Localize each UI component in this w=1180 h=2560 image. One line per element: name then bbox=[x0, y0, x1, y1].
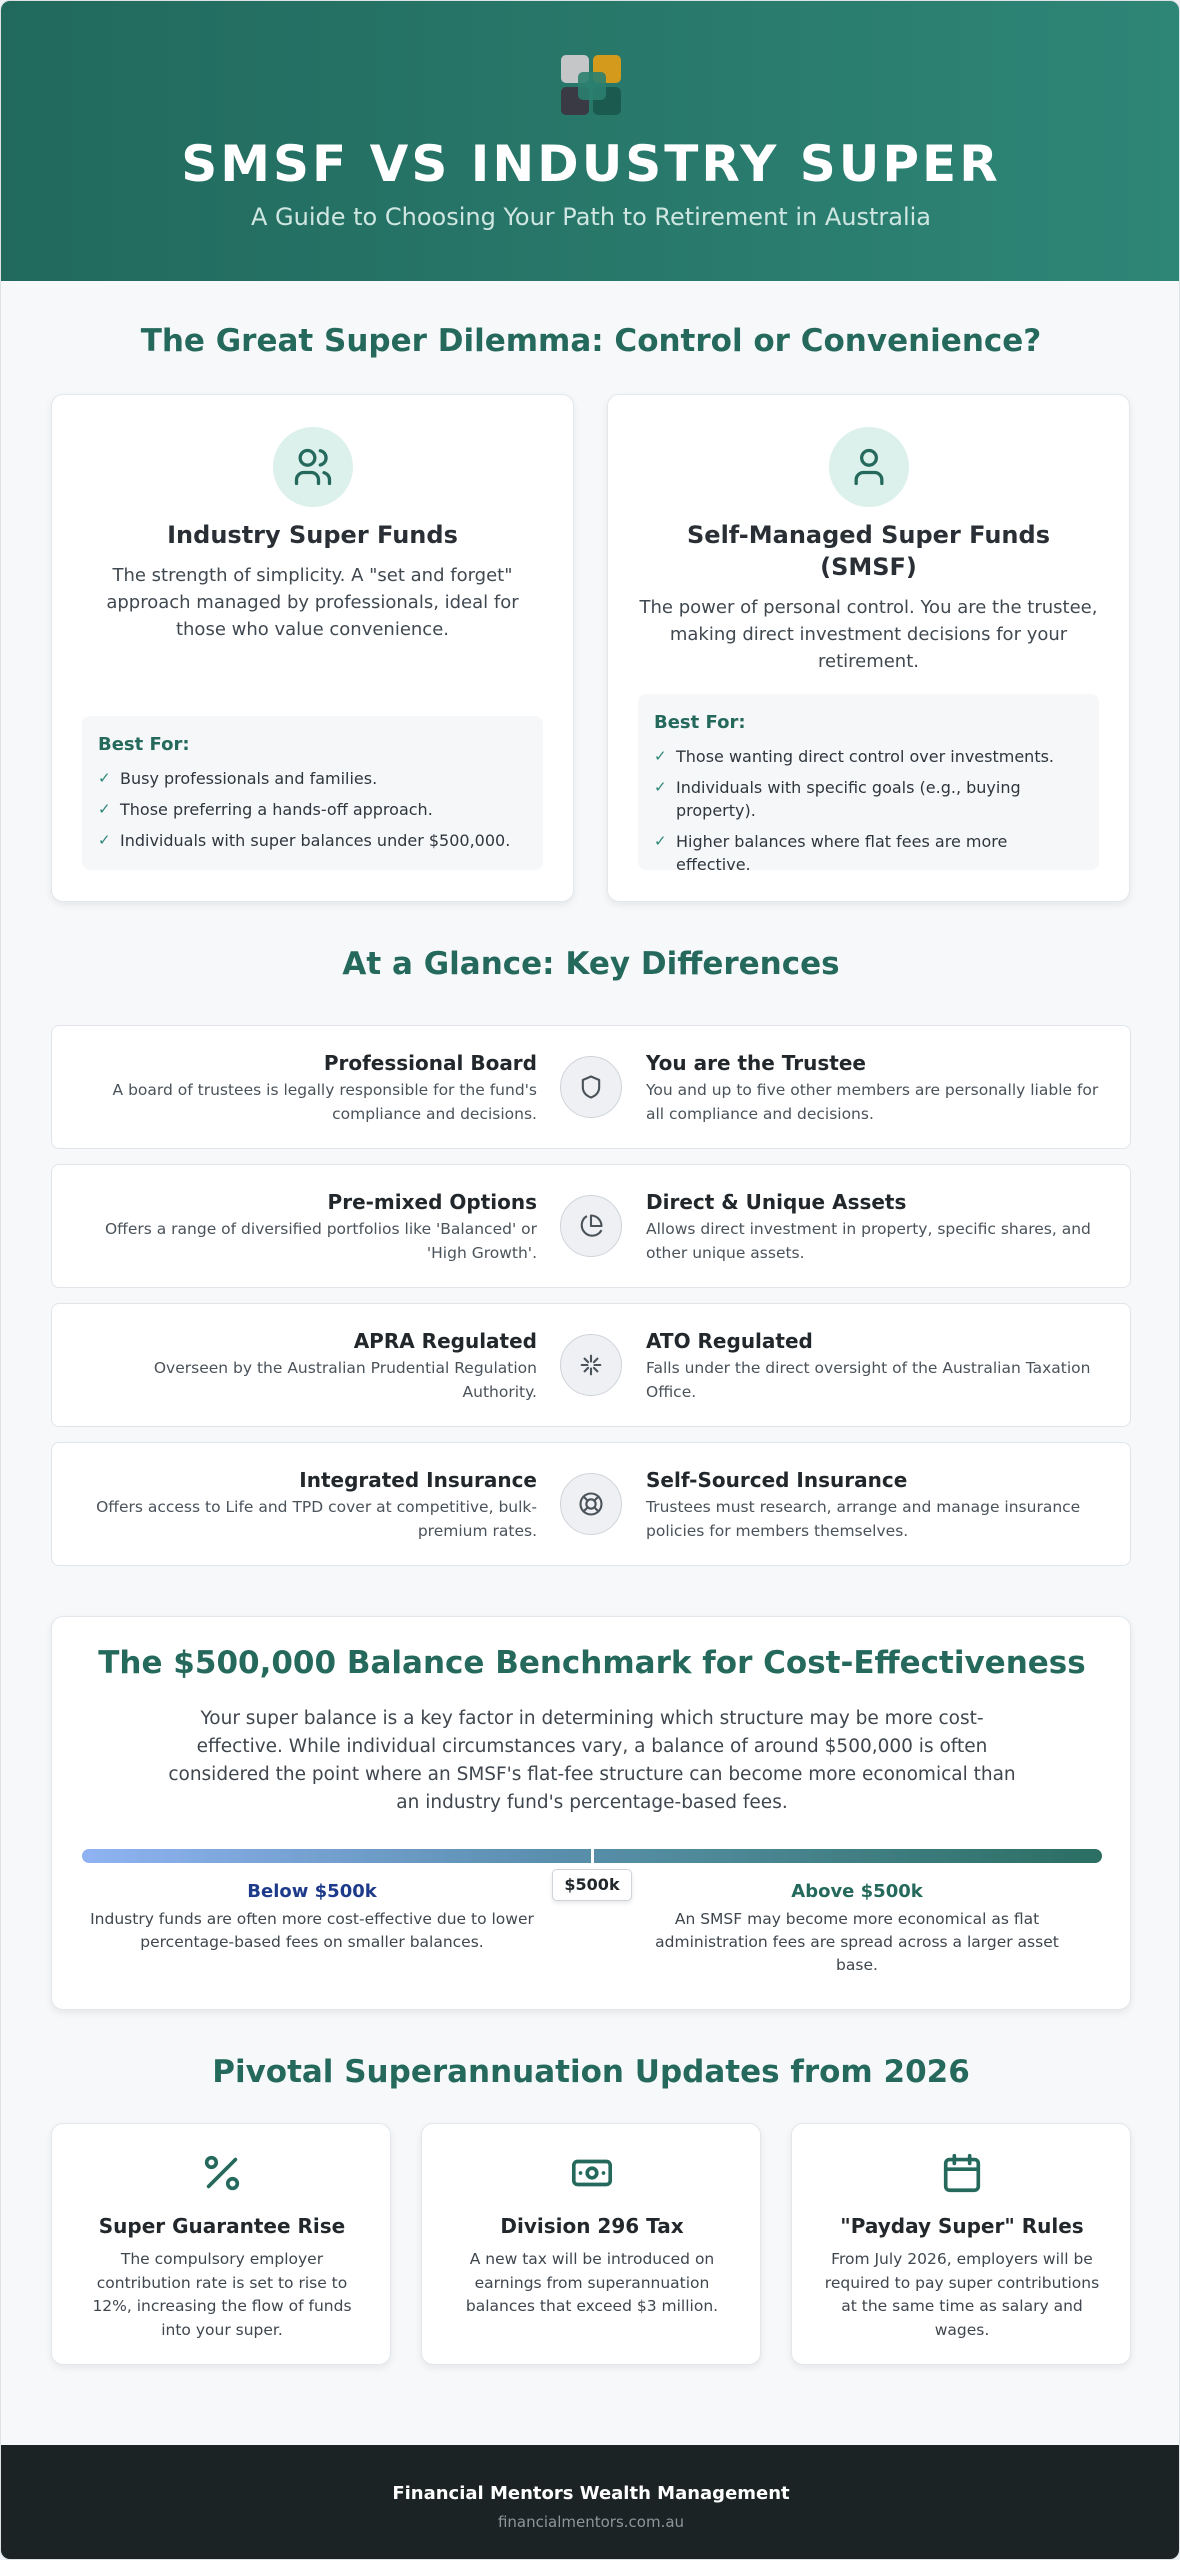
difference-left-title: Professional Board bbox=[323, 1051, 537, 1075]
smsf-card bbox=[607, 394, 1130, 902]
difference-right-title: You are the Trustee bbox=[646, 1051, 866, 1075]
difference-left-desc: A board of trustees is legally responsible for the fund's compliance and decisions. bbox=[112, 1081, 537, 1123]
dilemma-title: The Great Super Dilemma: Control or Convenience? bbox=[140, 323, 1042, 359]
update-card-division-296 bbox=[421, 2123, 761, 2365]
difference-row-regulator bbox=[51, 1303, 1131, 1427]
percent-icon bbox=[199, 2150, 245, 2196]
sparkle-icon bbox=[560, 1334, 622, 1396]
update-desc: A new tax will be introduced on earnings from superannuation balances that exceed $3 million. bbox=[465, 2250, 719, 2315]
update-card-payday-super bbox=[791, 2123, 1131, 2365]
footer-website-link[interactable]: financialmentors.com.au bbox=[497, 2513, 685, 2531]
money-icon bbox=[569, 2150, 615, 2196]
check-icon: ✓ bbox=[98, 831, 111, 849]
difference-right-title: Self-Sourced Insurance bbox=[646, 1468, 908, 1492]
check-icon: ✓ bbox=[654, 747, 667, 765]
update-desc: From July 2026, employers will be required to pay super contributions at the same time as salary and wages. bbox=[824, 2250, 1100, 2339]
update-card-super-guarantee bbox=[51, 2123, 391, 2365]
list-item: ✓ Busy professionals and families. bbox=[98, 769, 378, 788]
difference-left-title: APRA Regulated bbox=[353, 1329, 537, 1353]
difference-left-title: Integrated Insurance bbox=[299, 1468, 537, 1492]
balance-marker-label: $500k bbox=[552, 1869, 632, 1901]
above-threshold-desc: An SMSF may become more economical as flat administration fees are spread across a larger asset base. bbox=[655, 1910, 1059, 1974]
pie-chart-icon bbox=[560, 1195, 622, 1257]
difference-row-insurance bbox=[51, 1442, 1131, 1566]
benchmark-title: The $500,000 Balance Benchmark for Cost-Effectiveness bbox=[98, 1645, 1086, 1681]
above-threshold-title: Above $500k bbox=[791, 1881, 923, 1902]
lifebuoy-icon bbox=[560, 1473, 622, 1535]
smsf-best-for-label: Best For: bbox=[654, 712, 746, 733]
update-title: "Payday Super" Rules bbox=[840, 2214, 1084, 2238]
user-icon bbox=[829, 427, 909, 507]
below-threshold-title: Below $500k bbox=[247, 1881, 377, 1902]
footer bbox=[1, 2445, 1180, 2560]
page-title: SMSF VS INDUSTRY SUPER bbox=[181, 135, 1001, 193]
industry-fund-description: The strength of simplicity. A "set and forget" approach managed by professionals, ideal for those who value convenience. bbox=[106, 565, 519, 640]
difference-right-title: Direct & Unique Assets bbox=[646, 1190, 907, 1214]
difference-right-desc: Falls under the direct oversight of the Australian Taxation Office. bbox=[646, 1359, 1091, 1401]
update-desc: The compulsory employer contribution rate is set to rise to 12%, increasing the flow of funds into your super. bbox=[92, 2250, 352, 2339]
users-icon bbox=[273, 427, 353, 507]
difference-left-desc: Offers access to Life and TPD cover at competitive, bulk-premium rates. bbox=[96, 1498, 537, 1540]
check-icon: ✓ bbox=[98, 769, 111, 787]
list-item: ✓ Higher balances where flat fees are more effective. bbox=[654, 832, 1008, 874]
difference-row-assets bbox=[51, 1164, 1131, 1288]
industry-best-for-box bbox=[82, 716, 543, 870]
difference-left-title: Pre-mixed Options bbox=[327, 1190, 537, 1214]
smsf-best-for-box bbox=[638, 694, 1099, 874]
difference-left-desc: Offers a range of diversified portfolios like 'Balanced' or 'High Growth'. bbox=[104, 1220, 537, 1262]
update-title: Super Guarantee Rise bbox=[98, 2214, 346, 2238]
below-threshold-desc: Industry funds are often more cost-effective due to lower percentage-based fees on smaller balances. bbox=[90, 1910, 534, 1951]
difference-right-title: ATO Regulated bbox=[646, 1329, 813, 1353]
industry-fund-title: Industry Super Funds bbox=[167, 521, 458, 549]
updates-title: Pivotal Superannuation Updates from 2026 bbox=[212, 2054, 970, 2090]
update-title: Division 296 Tax bbox=[500, 2214, 684, 2238]
difference-right-desc: You and up to five other members are personally liable for all compliance and decisions. bbox=[646, 1081, 1099, 1123]
check-icon: ✓ bbox=[98, 800, 111, 818]
calendar-icon bbox=[939, 2150, 985, 2196]
smsf-title: Self-Managed Super Funds (SMSF) bbox=[687, 521, 1050, 581]
industry-best-for-label: Best For: bbox=[98, 734, 190, 755]
brand-logo-icon bbox=[561, 55, 623, 117]
balance-marker bbox=[591, 1843, 594, 1869]
smsf-description: The power of personal control. You are the trustee, making direct investment decisions for your retirement. bbox=[639, 597, 1098, 672]
industry-fund-card bbox=[51, 394, 574, 902]
page-subtitle: A Guide to Choosing Your Path to Retirement in Australia bbox=[250, 203, 931, 231]
shield-icon bbox=[560, 1056, 622, 1118]
list-item: ✓ Individuals with super balances under $500,000. bbox=[98, 831, 511, 850]
above-threshold-zone bbox=[642, 1880, 1072, 1977]
difference-right-desc: Trustees must research, arrange and manage insurance policies for members themselves. bbox=[646, 1498, 1081, 1540]
benchmark-card bbox=[51, 1616, 1131, 2010]
difference-row-trustee bbox=[51, 1025, 1131, 1149]
check-icon: ✓ bbox=[654, 832, 667, 850]
footer-company-name: Financial Mentors Wealth Management bbox=[392, 2483, 790, 2504]
difference-left-desc: Overseen by the Australian Prudential Regulation Authority. bbox=[153, 1359, 537, 1401]
header-banner bbox=[1, 1, 1180, 281]
benchmark-description: Your super balance is a key factor in determining which structure may be more cost-effective. While individual circumstances vary, a balance of around $500,000 is often considered the point where an SMSF's flat-fee structure can become more economical than an industry fund's percentage-based fees. bbox=[168, 1708, 1016, 1813]
list-item: ✓ Those preferring a hands-off approach. bbox=[98, 800, 433, 819]
check-icon: ✓ bbox=[654, 778, 667, 796]
list-item: ✓ Those wanting direct control over investments. bbox=[654, 747, 1055, 766]
list-item: ✓ Individuals with specific goals (e.g., buying property). bbox=[654, 778, 1021, 820]
below-threshold-zone bbox=[82, 1880, 542, 1954]
differences-title: At a Glance: Key Differences bbox=[342, 946, 840, 982]
difference-right-desc: Allows direct investment in property, specific shares, and other unique assets. bbox=[646, 1220, 1091, 1262]
